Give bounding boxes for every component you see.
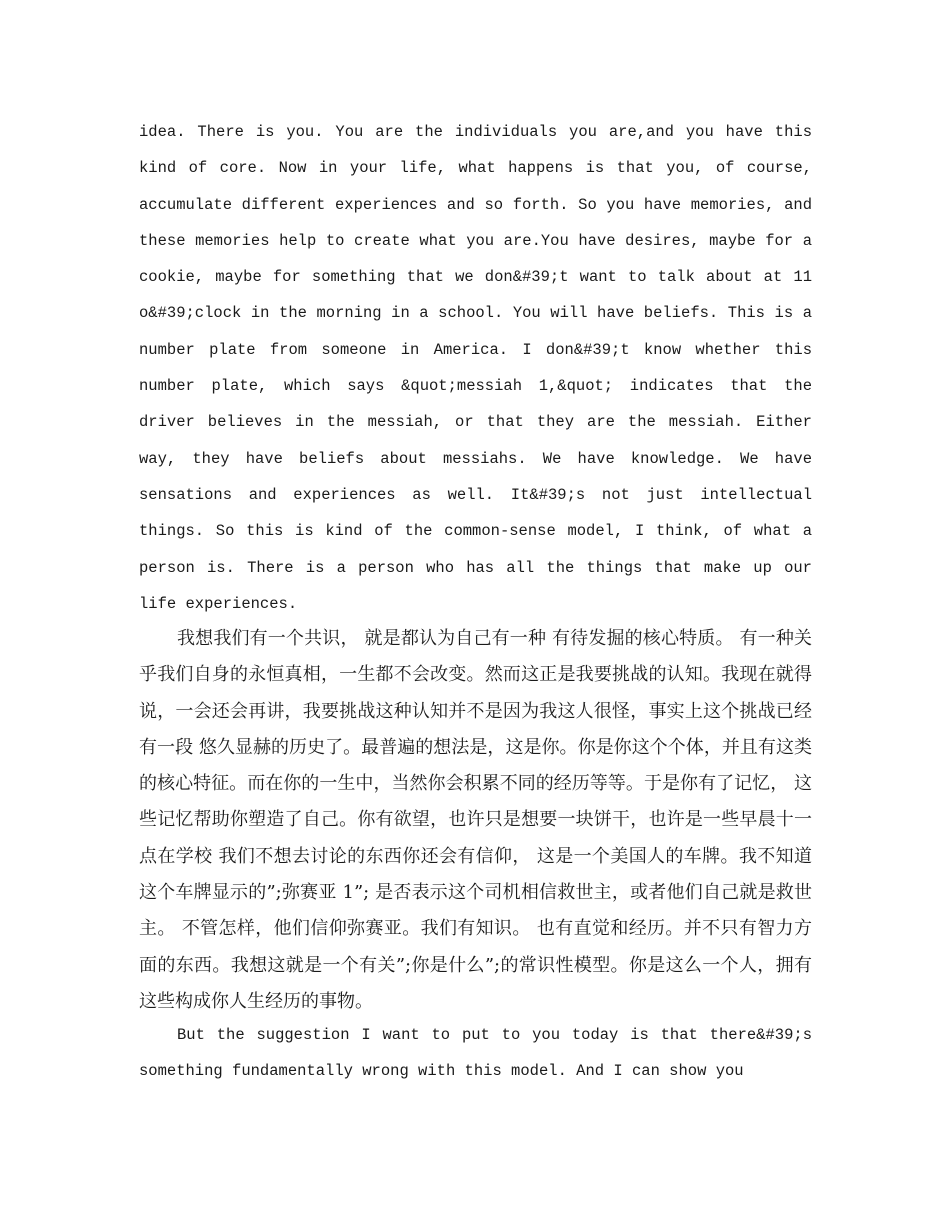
english-paragraph-1: idea. There is you. You are the individuals you are,and you have this kind of core. Now in your life, what happens is that you, of course, accumulate different experiences and so forth. So you have memories, and these memories help to create what you are.You have desires, maybe for a cookie, maybe for something that we don&#39;t want to talk about at 11 o&#39;clock in the morning in a school. You will have beliefs. This is a number plate from someone in America. I don&#39;t know whether this number plate, which says &quot;messiah 1,&quot; indicates that the driver believes in the messiah, or that they are the messiah. Either way, they have beliefs about messiahs. We have knowledge. We have sensations and experiences as well. It&#39;s not just intellectual things. So this is kind of the common-sense model, I think, of what a person is. There is a person who has all the things that make up our life experiences. — [139, 123, 812, 613]
english-paragraph-2: But the suggestion I want to put to you today is that there&#39;s something fundamentally wrong with this model. And I can show you — [139, 1026, 812, 1081]
chinese-paragraph: 我想我们有一个共识， 就是都认为自己有一种 有待发掘的核心特质。 有一种关乎我们自身的永恒真相，一生都不会改变。然而这正是我要挑战的认知。我现在就得说，一会还会再讲，我要挑战这种认知并不是因为我这人很怪，事实上这个挑战已经有一段 悠久显赫的历史了。最普遍的想法是，这是你。你是你这个个体，并且有这类的核心特征。而在你的一生中，当然你会积累不同的经历等等。于是你有了记忆， 这些记忆帮助你塑造了自己。你有欲望，也许只是想要一块饼干，也许是一些早晨十一点在学校 我们不想去讨论的东西你还会有信仰， 这是一个美国人的车牌。我不知道这个车牌显示的”;弥赛亚 1”; 是否表示这个司机相信救世主，或者他们自己就是救世主。 不管怎样，他们信仰弥赛亚。我们有知识。 也有直觉和经历。并不只有智力方面的东西。我想这就是一个有关”;你是什么”;的常识性模型。你是这么一个人，拥有这些构成你人生经历的事物。 — [139, 628, 812, 1012]
